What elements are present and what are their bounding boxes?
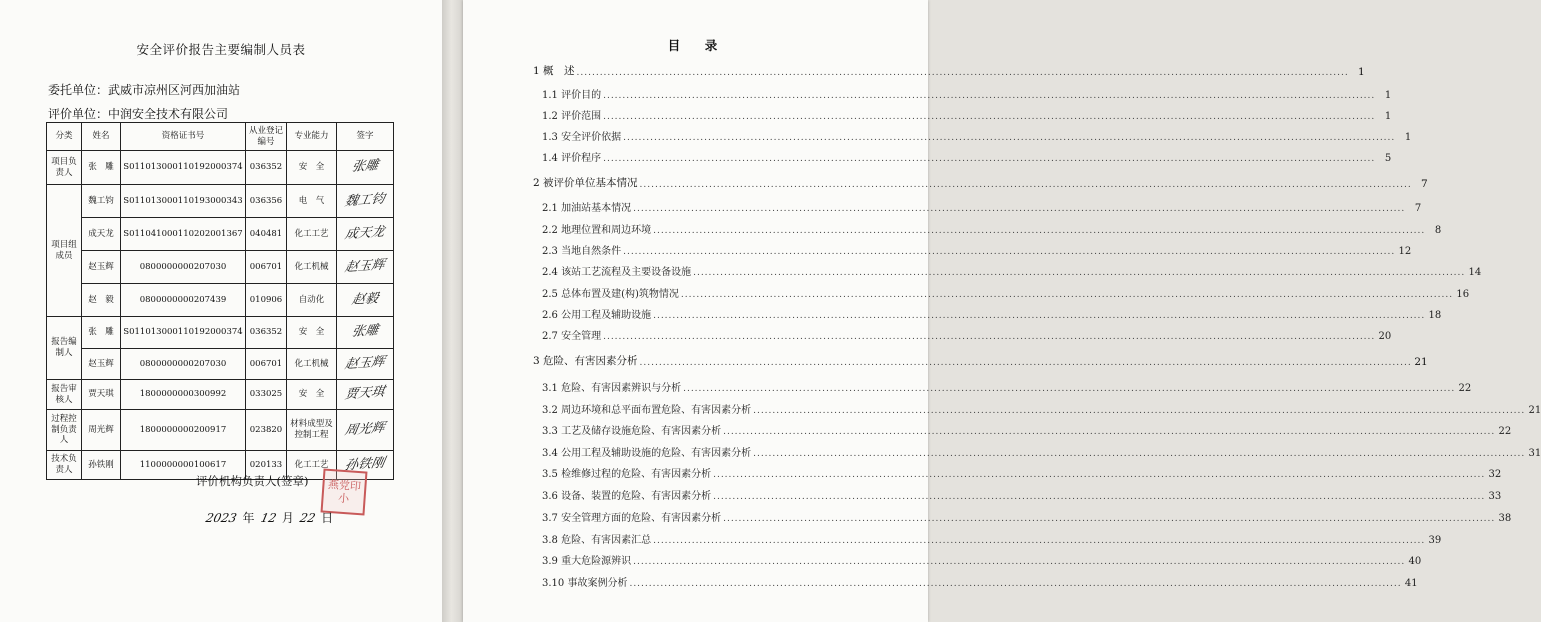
toc-leader-dots: ........................................................................................................................................................................................................ [629,579,1402,589]
row-cert: 1100000000100617 [121,451,246,480]
row-reg: 006701 [246,251,287,284]
row-reg: 036352 [246,317,287,349]
toc-section-entry[interactable] [542,148,1392,164]
toc-entry-page: 12 [1398,246,1412,257]
row-skill: 化工机械 [287,251,337,284]
toc-entry-page: 7 [1421,178,1428,190]
toc-entry-page: 22 [1458,383,1472,394]
header-signature: 签字 [337,123,394,151]
toc-entry-label: 2.5 总体布置及建(构)筑物情况 [542,289,679,300]
signature-text: 张雕 [350,158,380,176]
toc-entry-page: 21 [1528,405,1541,416]
row-signature [337,185,394,218]
toc-entry-label: 2.7 安全管理 [542,331,602,342]
row-reg: 036356 [246,185,287,218]
toc-entry-page: 8 [1434,225,1442,236]
row-name: 周光辉 [82,410,121,451]
client-name: 武威市凉州区河西加油站 [108,83,241,97]
date-month: 12 [259,511,278,525]
row-signature [337,218,394,251]
toc-leader-dots: ........................................................................................................................................................................................................ [723,427,1496,437]
table-row [47,410,394,451]
row-cert: 0800000000207030 [121,349,246,380]
toc-entry-label: 3.8 危险、有害因素汇总 [542,535,652,546]
toc-leader-dots: ........................................................................................................................................................................................................ [603,91,1376,101]
toc-leader-dots: ........................................................................................................................................................................................................ [713,492,1486,502]
row-category: 报告审核人 [47,380,82,410]
header-skill: 专业能力 [287,123,337,151]
toc-section-entry[interactable] [542,220,1442,236]
signature-text: 张雕 [350,323,380,341]
toc-section-entry[interactable] [542,508,1512,524]
row-skill: 安 全 [287,151,337,185]
row-cert: S011041000110202001367 [121,218,246,251]
row-reg: 036352 [246,151,287,185]
row-reg: 010906 [246,284,287,317]
toc-entry-label: 2 被评价单位基本情况 [533,177,638,189]
row-signature [337,284,394,317]
row-reg: 006701 [246,349,287,380]
toc-section-entry[interactable] [542,127,1412,143]
client-line [48,81,240,98]
row-cert: 0800000000207030 [121,251,246,284]
toc-section-entry[interactable] [542,198,1422,214]
toc-entry-label: 3.5 检维修过程的危险、有害因素分析 [542,469,712,480]
toc-entry-page: 1 [1404,132,1412,143]
toc-leader-dots: ........................................................................................................................................................................................................ [680,290,1454,300]
row-cert: 0800000000207439 [121,284,246,317]
row-name: 贾天琪 [82,380,121,410]
evaluator-line [48,105,228,122]
header-name: 姓名 [82,123,121,151]
toc-section-entry[interactable] [542,530,1442,546]
row-name: 赵 毅 [82,284,121,317]
toc-leader-dots: ........................................................................................................................................................................................................ [753,449,1526,459]
toc-section-entry[interactable] [542,486,1502,502]
approver-line [196,473,308,489]
table-row [47,380,394,410]
row-cert: 1800000000200917 [121,410,246,451]
toc-entry-label: 3.9 重大危险源辨识 [542,556,632,567]
row-signature [337,349,394,380]
table-header-row [47,123,394,151]
toc-entry-page: 1 [1384,111,1392,122]
toc-leader-dots: ........................................................................................................................................................................................................ [576,68,1349,78]
row-skill: 化工工艺 [287,451,337,480]
row-category: 报告编制人 [47,317,82,380]
toc-leader-dots: ........................................................................................................................................................................................................ [753,406,1526,416]
toc-leader-dots: ........................................................................................................................................................................................................ [653,311,1426,321]
toc-entry-label: 1.2 评价范围 [542,111,602,122]
toc-chapter-entry[interactable] [533,62,1365,78]
toc-entry-label: 2.2 地理位置和周边环境 [542,225,652,236]
table-row [47,284,394,317]
toc-section-entry[interactable] [542,400,1541,416]
toc-entry-page: 18 [1428,310,1442,321]
toc-leader-dots: ........................................................................................................................................................................................................ [603,154,1376,164]
signature-text: 赵毅 [350,290,380,308]
toc-entry-page: 31 [1528,448,1541,459]
toc-leader-dots: ........................................................................................................................................................................................................ [633,557,1406,567]
toc-leader-dots: ........................................................................................................................................................................................................ [603,112,1376,122]
signature-text: 贾天琪 [343,385,387,403]
row-skill: 化工机械 [287,349,337,380]
row-name: 张 雕 [82,317,121,349]
toc-section-entry[interactable] [542,443,1541,459]
row-name: 张 雕 [82,151,121,185]
table-row [47,251,394,284]
toc-entry-label: 2.6 公用工程及辅助设施 [542,310,652,321]
row-category: 过程控制负责人 [47,410,82,451]
table-row [47,218,394,251]
toc-entry-label: 2.1 加油站基本情况 [542,203,632,214]
official-stamp: 燕党印小 [321,469,368,516]
toc-entry-page: 40 [1408,556,1422,567]
toc-entry-page: 38 [1498,513,1512,524]
client-label: 委托单位： [48,83,109,97]
toc-entry-label: 3.2 周边环境和总平面布置危险、有害因素分析 [542,405,752,416]
toc-section-entry[interactable] [542,85,1392,101]
toc-entry-label: 2.4 该站工艺流程及主要设备设施 [542,267,692,278]
signature-text: 魏工钧 [343,191,387,210]
toc-section-entry[interactable] [542,284,1470,300]
row-skill: 电 气 [287,185,337,218]
signature-text: 周光辉 [343,420,387,439]
row-skill: 自动化 [287,284,337,317]
date-year: 2023 [204,511,239,525]
row-category: 技术负责人 [47,451,82,480]
approver-label: 评价机构负责人(签章) [196,474,309,488]
date-day-label: 日 [321,511,334,525]
toc-entry-page: 41 [1404,578,1418,589]
toc-entry-page: 20 [1378,331,1392,342]
toc-entry-page: 5 [1384,153,1392,164]
staff-table [46,122,394,480]
toc-section-entry[interactable] [542,262,1482,278]
toc-section-entry[interactable] [542,421,1512,437]
toc-leader-dots: ........................................................................................................................................................................................................ [653,536,1426,546]
header-cert: 资格证书号 [121,123,246,151]
table-row [47,185,394,218]
signature-text: 赵玉辉 [343,354,387,373]
row-reg: 023820 [246,410,287,451]
toc-leader-dots: ........................................................................................................................................................................................................ [713,470,1486,480]
row-cert: S011013000110193000343 [121,185,246,218]
toc-section-entry[interactable] [542,573,1418,589]
toc-entry-label: 3.4 公用工程及辅助设施的危险、有害因素分析 [542,448,752,459]
toc-leader-dots: ........................................................................................................................................................................................................ [623,133,1396,143]
row-category: 项目组成员 [47,185,82,317]
toc-leader-dots: ........................................................................................................................................................................................................ [653,226,1426,236]
toc-entry-label: 3.10 事故案例分析 [542,578,628,589]
toc-entry-label: 3.3 工艺及储存设施危险、有害因素分析 [542,426,722,437]
page-gutter [442,0,463,622]
signature-text: 赵玉辉 [343,257,387,276]
toc-entry-label: 1.1 评价目的 [542,90,602,101]
toc-entry-label: 1 概 述 [533,65,575,77]
row-signature [337,317,394,349]
row-cert: 1800000000300992 [121,380,246,410]
toc-entry-label: 3.7 安全管理方面的危险、有害因素分析 [542,513,722,524]
evaluator-label: 评价单位： [48,107,109,121]
table-row [47,349,394,380]
toc-leader-dots: ........................................................................................................................................................................................................ [639,180,1412,190]
toc-leader-dots: ........................................................................................................................................................................................................ [693,268,1466,278]
toc-section-entry[interactable] [542,464,1502,480]
toc-section-entry[interactable] [542,241,1412,257]
row-skill: 化工工艺 [287,218,337,251]
toc-entry-page: 33 [1488,491,1502,502]
row-signature [337,380,394,410]
row-skill: 安 全 [287,317,337,349]
toc-leader-dots: ........................................................................................................................................................................................................ [603,332,1376,342]
row-reg: 020133 [246,451,287,480]
row-skill: 材料成型及控制工程 [287,410,337,451]
table-row [47,317,394,349]
toc-entry-page: 22 [1498,426,1512,437]
row-name: 赵玉辉 [82,349,121,380]
toc-title: 目 录 [667,38,724,53]
row-reg: 040481 [246,218,287,251]
row-cert: S011013000110192000374 [121,317,246,349]
toc-leader-dots: ........................................................................................................................................................................................................ [723,514,1496,524]
toc-entry-page: 1 [1358,66,1365,78]
toc-section-entry[interactable] [542,305,1442,321]
row-signature [337,251,394,284]
toc-entry-label: 1.3 安全评价依据 [542,132,622,143]
evaluator-name: 中润安全技术有限公司 [108,107,229,121]
header-reg: 从业登记编号 [246,123,287,151]
toc-chapter-entry[interactable] [533,352,1428,368]
toc-section-entry[interactable] [542,551,1422,567]
toc-leader-dots: ........................................................................................................................................................................................................ [633,204,1406,214]
toc-section-entry[interactable] [542,378,1472,394]
row-name: 赵玉辉 [82,251,121,284]
staff-table-title: 安全评价报告主要编制人员表 [136,42,306,57]
row-name: 成天龙 [82,218,121,251]
date-year-label: 年 [242,511,255,525]
toc-entry-label: 3 危险、有害因素分析 [533,355,638,367]
toc-chapter-entry[interactable] [533,174,1428,190]
toc-leader-dots: ........................................................................................................................................................................................................ [623,247,1396,257]
toc-entry-page: 1 [1384,90,1392,101]
row-signature [337,151,394,185]
row-category: 项目负责人 [47,151,82,185]
toc-leader-dots: ........................................................................................................................................................................................................ [639,358,1412,368]
toc-entry-page: 39 [1428,535,1442,546]
signature-text: 孙铁刚 [343,455,387,474]
row-skill: 安 全 [287,380,337,410]
signature-text: 成天龙 [343,224,387,243]
toc-entry-label: 1.4 评价程序 [542,153,602,164]
row-name: 孙铁刚 [82,451,121,480]
row-signature [337,410,394,451]
toc-entry-page: 32 [1488,469,1502,480]
header-category: 分类 [47,123,82,151]
row-cert: S011013000110192000374 [121,151,246,185]
row-reg: 033025 [246,380,287,410]
toc-entry-label: 3.1 危险、有害因素辨识与分析 [542,383,682,394]
toc-section-entry[interactable] [542,326,1392,342]
toc-entry-page: 16 [1456,289,1470,300]
signing-date [200,509,333,526]
toc-entry-page: 14 [1468,267,1482,278]
toc-section-entry[interactable] [542,106,1392,122]
toc-entry-page: 21 [1414,356,1428,368]
date-day: 22 [298,511,317,525]
toc-entry-page: 7 [1414,203,1422,214]
row-name: 魏工钧 [82,185,121,218]
toc-entry-label: 2.3 当地自然条件 [542,246,622,257]
date-month-label: 月 [281,511,294,525]
table-row [47,151,394,185]
toc-leader-dots: ........................................................................................................................................................................................................ [683,384,1456,394]
toc-entry-label: 3.6 设备、装置的危险、有害因素分析 [542,491,712,502]
